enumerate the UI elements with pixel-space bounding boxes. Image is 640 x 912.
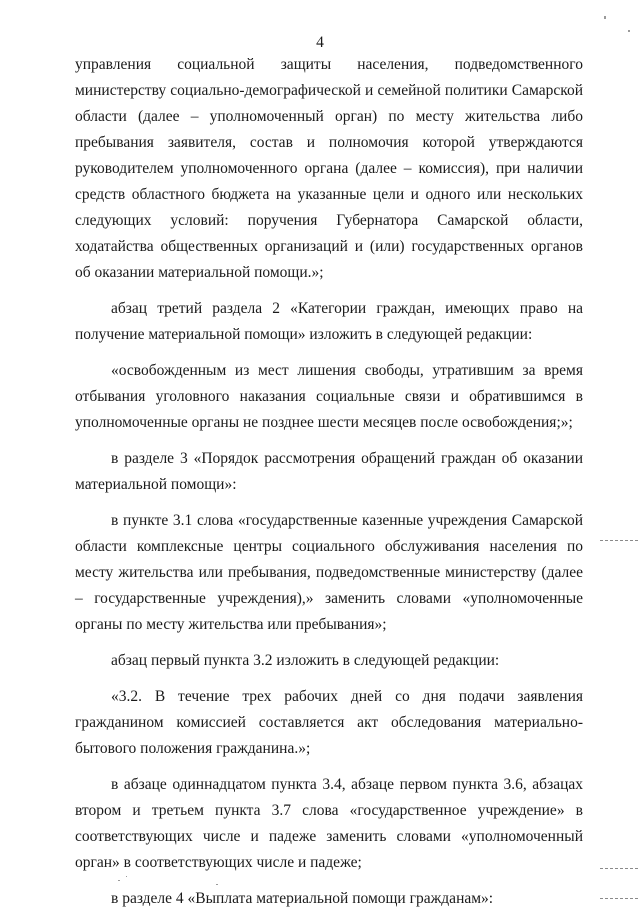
paragraph-2: абзац третий раздела 2 «Категории граждан, имеющих право на получение материальной помощи» изложить в следующей редакции: bbox=[75, 300, 583, 343]
document-body bbox=[75, 52, 583, 912]
paragraph-1: управления социальной защиты населения, подведомственного министерству социально-демографической и семейной политики Самарской области (далее – уполномоченный орган) по месту жительства либо пребывания заявителя, состав и полномочия которой утверждаются руководителем уполномоченного органа (далее – комиссия), при наличии средств областного бюджета на указанные цели и одного или нескольких следующих условий: поручения Губернатора Самарской области, ходатайства общественных организаций и (или) государственных органов об оказании материальной помощи.»; bbox=[75, 56, 583, 281]
scan-edge-mark bbox=[600, 868, 640, 869]
paragraph-6: абзац первый пункта 3.2 изложить в следующей редакции: bbox=[111, 652, 500, 669]
paragraph-8: в абзаце одиннадцатом пункта 3.4, абзаце первом пункта 3.6, абзацах втором и третьем пункта 3.7 слова «государственное учреждение» в соответствующих числе и падеже заменить словами «уполномоченный орган» в соответствующих числе и падеже; bbox=[75, 776, 583, 871]
page-number: 4 bbox=[316, 34, 324, 51]
scan-speck bbox=[216, 884, 218, 885]
paragraph-5: в пункте 3.1 слова «государственные казенные учреждения Самарской области комплексные центры социального обслуживания населения по месту жительства или пребывания, подведомственные министерству (далее – государственные учреждения),» заменить словами «уполномоченные органы по месту жительства или пребывания»; bbox=[75, 512, 583, 633]
paragraph-3: «освобожденным из мест лишения свободы, утратившим за время отбывания уголовного наказания социальные связи и обратившимся в уполномоченные органы не позднее шести месяцев после освобождения;»; bbox=[75, 362, 583, 431]
scan-speck bbox=[628, 30, 630, 32]
paragraph-7: «3.2. В течение трех рабочих дней со дня подачи заявления гражданином комиссией составляется акт обследования материально-бытового положения гражданина.»; bbox=[75, 688, 583, 757]
scan-edge-mark bbox=[600, 898, 640, 899]
scan-speck bbox=[126, 876, 127, 877]
paragraph-4: в разделе 3 «Порядок рассмотрения обращений граждан об оказании материальной помощи»: bbox=[75, 450, 583, 493]
paragraph-9: в разделе 4 «Выплата материальной помощи гражданам»: bbox=[111, 890, 494, 907]
scan-speck bbox=[604, 16, 606, 19]
scan-edge-mark bbox=[600, 540, 640, 541]
scan-speck bbox=[118, 880, 120, 881]
